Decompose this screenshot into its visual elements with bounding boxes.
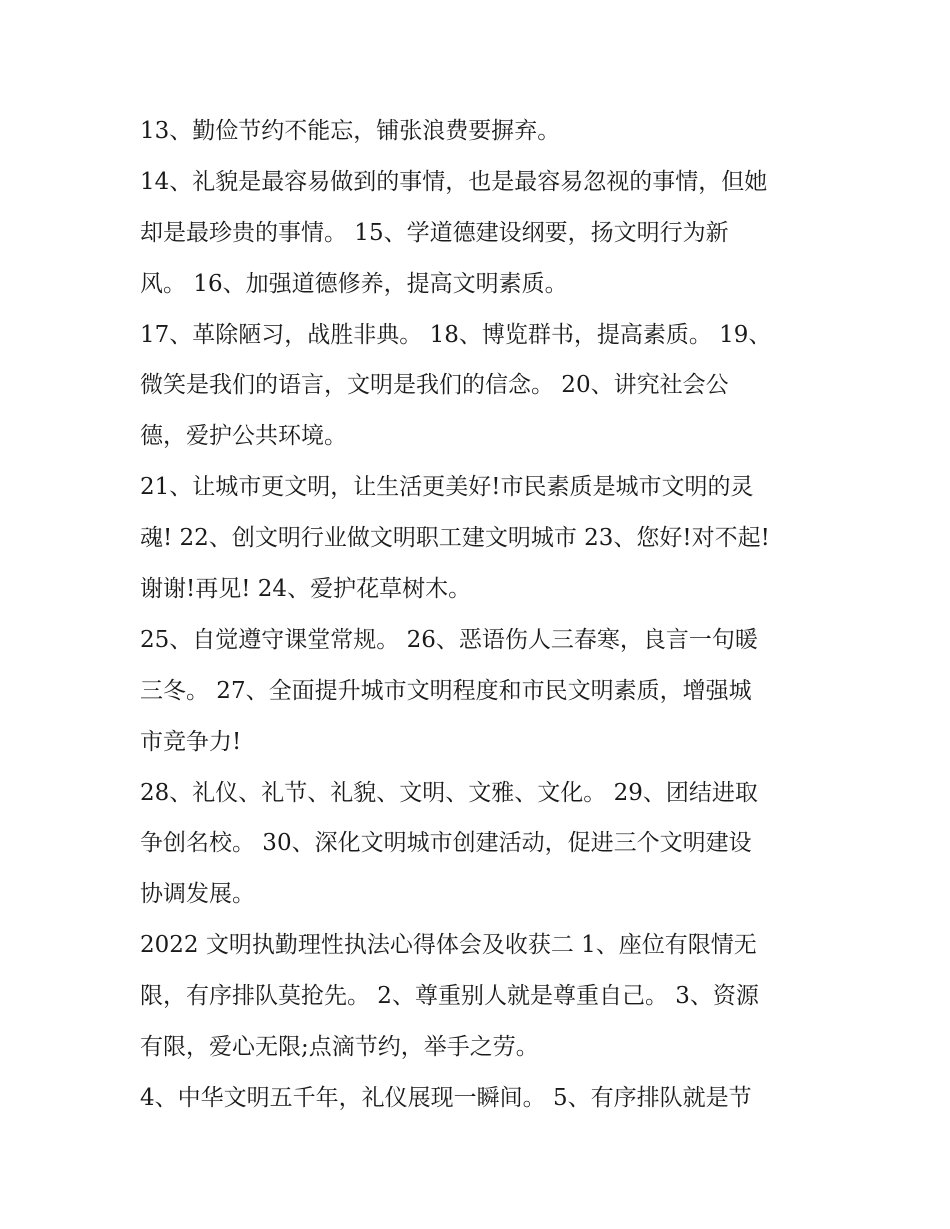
document-body	[140, 106, 820, 1124]
text-line: 2022 文明执勤理性执法心得体会及收获二 1、座位有限情无	[140, 932, 757, 959]
text-line: 13、勤俭节约不能忘，铺张浪费要摒弃。	[140, 118, 561, 144]
text-line: 却是最珍贵的事情。 15、学道德建设纲要，扬文明行为新	[140, 219, 729, 246]
text-line: 德，爱护公共环境。	[140, 423, 347, 450]
text-line: 限，有序排队莫抢先。 2、尊重别人就是尊重自己。 3、资源	[140, 983, 759, 1010]
text-line: 14、礼貌是最容易做到的事情，也是最容易忽视的事情，但她	[140, 168, 768, 195]
text-line: 有限，爱心无限;点滴节约，举手之劳。	[140, 1034, 539, 1061]
text-line: 17、革除陋习，战胜非典。 18、博览群书，提高素质。 19、	[140, 321, 772, 348]
text-line: 谢谢!再见! 24、爱护花草树木。	[140, 576, 472, 603]
text-line: 争创名校。 30、深化文明城市创建活动，促进三个文明建设	[140, 830, 752, 857]
text-line: 魂! 22、创文明行业做文明职工建文明城市 23、您好!对不起!	[140, 525, 770, 552]
text-line: 三冬。 27、全面提升城市文明程度和市民文明素质，增强城	[140, 677, 752, 704]
text-line: 21、让城市更文明，让生活更美好!市民素质是城市文明的灵	[140, 474, 754, 501]
text-line: 28、礼仪、礼节、礼貌、文明、文雅、文化。 29、团结进取	[140, 779, 758, 806]
text-line: 25、自觉遵守课堂常规。 26、恶语伤人三春寒，良言一句暖	[140, 626, 758, 653]
text-line: 风。 16、加强道德修养，提高文明素质。	[140, 270, 568, 297]
text-line: 协调发展。	[140, 881, 255, 908]
text-line: 微笑是我们的语言，文明是我们的信念。 20、讲究社会公	[140, 372, 729, 399]
text-line: 4、中华文明五千年，礼仪展现一瞬间。 5、有序排队就是节	[140, 1084, 752, 1111]
text-line: 市竞争力!	[140, 728, 242, 755]
